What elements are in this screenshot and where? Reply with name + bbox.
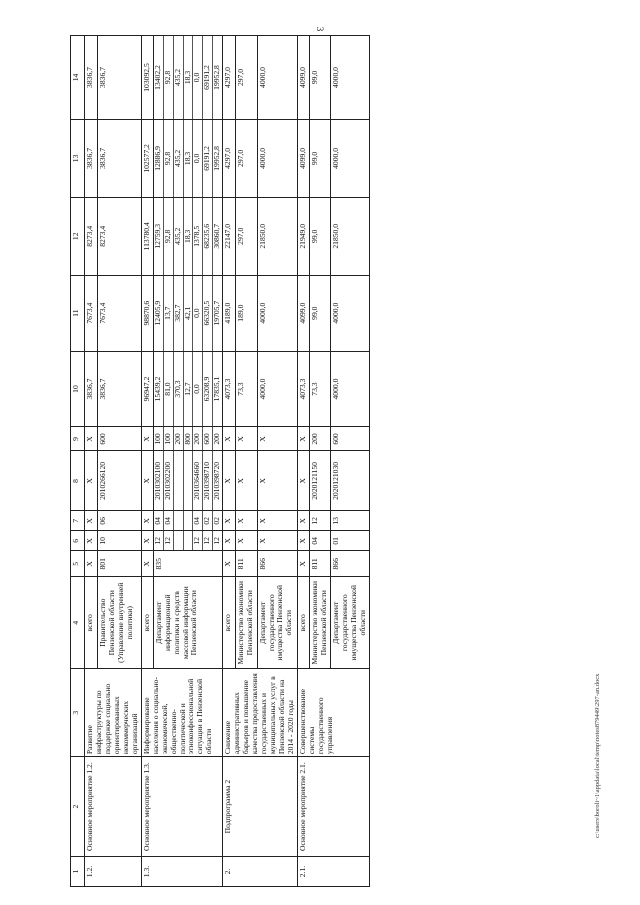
y5-cell: 4297,0 [223,36,235,120]
column-header: 7 [71,511,85,531]
y5-stack-cell [153,36,223,120]
csr-cell: 2010266120 [98,451,141,511]
rz-cell: X [235,531,257,551]
y1-cell: 73,3 [309,351,330,427]
rz-cell: X [257,531,297,551]
stack-value: 92,8 [163,120,173,197]
y4-cell: 4000,0 [257,119,297,197]
stack-value: 02 [212,511,222,530]
value-stack [154,120,223,197]
grbs-cell: 866 [257,551,297,577]
column-header: 11 [71,275,85,351]
stack-value: 66320,5 [202,276,212,351]
pr-cell: X [85,511,98,531]
stack-value: 18,3 [183,36,193,119]
csr-cell: 2020121030 [330,451,369,511]
stack-value: 68235,6 [202,198,212,275]
csr-cell: X [235,451,257,511]
table-row [297,36,309,887]
executor-cell: Департамент государственного имущества Пензенской области [330,577,369,669]
stack-value: 15439,2 [152,376,162,402]
y3-cell: 21850,0 [330,197,369,275]
column-header: 8 [71,451,85,511]
y2-stack-cell [153,275,223,351]
stack-value: 69191,2 [202,36,212,119]
grbs-cell: X [297,551,309,577]
stack-value: 13,7 [163,276,173,351]
rz-cell: X [85,531,98,551]
y3-cell: 8273,4 [85,197,98,275]
y5-cell: 4000,0 [257,36,297,120]
row-name: Подпрограмма 2 [223,757,298,857]
stack-value: 12405,9 [152,300,162,326]
y5-cell: 3836,7 [98,36,141,120]
rz-cell: X [223,531,235,551]
stack-value: 12 [202,531,212,550]
grbs-cell: 811 [235,551,257,577]
column-header: 2 [71,757,85,857]
pr-cell: X [297,511,309,531]
stack-value: 200 [192,427,202,450]
column-header: 9 [71,427,85,451]
y4-cell: 4099,0 [297,119,309,197]
pr-cell: X [257,511,297,531]
y4-cell: 102577,2 [141,119,153,197]
csr-cell: X [85,451,98,511]
y3-cell: 22147,0 [223,197,235,275]
rz-cell: X [297,531,309,551]
stack-value [183,511,193,530]
y4-cell: 4000,0 [330,119,369,197]
row-title: Информирование населения о социально-экономической, общественно-политической и этноконфессиональной ситуации в Пензенской области [141,669,223,757]
y3-cell: 21850,0 [257,197,297,275]
y4-stack-cell [153,119,223,197]
row-title: Развитие инфраструктуры по поддержке социально ориентированных некоммерческих организаций [85,669,142,757]
grbs-cell: X [223,551,235,577]
stack-value: 0,0 [192,276,202,351]
value-stack [154,511,223,530]
stack-value [173,531,183,550]
y1-cell: 4073,3 [223,351,235,427]
column-header: 4 [71,577,85,669]
stack-value [183,531,193,550]
column-header: 13 [71,119,85,197]
stack-value: 18,3 [183,120,193,197]
stack-value: 02 [202,511,212,530]
stack-value: 1378,5 [192,198,202,275]
rz-stack-cell [153,531,223,551]
pr-cell: X [235,511,257,531]
executor-cell: всего [85,577,98,669]
pr-cell: 12 [309,511,330,531]
executor-cell: Департамент государственного имущества Пензенской области [257,577,297,669]
y4-cell: 3836,7 [85,119,98,197]
value-stack [154,451,223,510]
pr-stack-cell [153,511,223,531]
y4-cell: 4297,0 [223,119,235,197]
stack-value: 435,2 [173,198,183,275]
row-num: 2. [223,857,298,887]
stack-value [183,451,193,510]
vr-cell: X [85,427,98,451]
executor-cell: всего [223,577,235,669]
stack-value: 63208,9 [202,352,212,427]
stack-value: 13402,2 [152,65,162,90]
stack-value: 12886,9 [152,146,162,171]
grbs-cell: 811 [309,551,330,577]
y5-cell: 99,0 [309,36,330,120]
y5-cell: 4099,0 [297,36,309,120]
y4-cell: 3836,7 [98,119,141,197]
vr-cell: X [141,427,153,451]
vr-cell: 200 [309,427,330,451]
header-row [71,36,85,887]
column-header: 1 [71,857,85,887]
executor-cell: всего [141,577,153,669]
value-stack [154,352,223,427]
executor-cell: Министерство экономики Пензенской области [235,577,257,669]
pr-cell: 13 [330,511,369,531]
y3-cell: 21949,0 [297,197,309,275]
y3-stack-cell [153,197,223,275]
y5-cell: 297,0 [235,36,257,120]
executor-cell: Министерство экономики Пензенской области [309,577,330,669]
vr-cell: 600 [330,427,369,451]
y1-cell: 3836,7 [98,351,141,427]
stack-value: 12 [163,531,173,550]
y1-cell: 4000,0 [330,351,369,427]
stack-value: 12,7 [183,352,193,427]
y2-cell: 189,0 [235,275,257,351]
y3-cell: 99,0 [309,197,330,275]
stack-value: 12759,3 [152,223,162,249]
pr-cell: X [223,511,235,531]
stack-value: 2010302100 [152,461,162,500]
y3-cell: 297,0 [235,197,257,275]
value-stack [154,427,223,450]
vr-cell: X [257,427,297,451]
stack-value: 17835,1 [212,352,222,427]
footer-file-path: c:\users\boroli~1\appdata\local\temp\notes879449\297-an.docx [594,673,601,838]
vr-cell: X [235,427,257,451]
stack-value: 92,8 [163,198,173,275]
y2-cell: 98870,6 [141,275,153,351]
y5-cell: 3836,7 [85,36,98,120]
y3-cell: 8273,4 [98,197,141,275]
stack-value: 04 [192,511,202,530]
y2-cell: 7673,4 [98,275,141,351]
csr-cell: X [223,451,235,511]
table-row [85,36,98,887]
row-title: Совершенствование системы государственного управления [297,669,369,757]
row-name: Основное мероприятие 1.3. [141,757,223,857]
stack-value: 800 [183,427,193,450]
stack-value: 2010398720 [212,451,222,510]
stack-value: 69191,2 [202,120,212,197]
executor-cell: Департамент информационной политики и средств массовой информации Пензенской области [153,577,223,669]
pr-cell: 06 [98,511,141,531]
rz-cell: X [141,531,153,551]
vr-cell: X [223,427,235,451]
stack-value: 200 [212,427,222,450]
y5-cell: 103092,5 [141,36,153,120]
stack-value: 19952,8 [212,36,222,119]
y1-cell: 96947,2 [141,351,153,427]
table-row [223,36,235,887]
stack-value: 0,0 [192,36,202,119]
table-body [71,36,370,887]
stack-value: 12 [192,531,202,550]
stack-value: 2010398710 [202,451,212,510]
y4-cell: 99,0 [309,119,330,197]
rz-cell: 04 [309,531,330,551]
y1-cell: 73,3 [235,351,257,427]
y2-cell: 4099,0 [297,275,309,351]
value-stack [154,198,223,275]
csr-cell: X [257,451,297,511]
grbs-cell: X [141,551,153,577]
y1-cell: 4073,3 [297,351,309,427]
executor-cell: Правительство Пензенской области (Управление внутренней политики) [98,577,141,669]
stack-value: 04 [163,511,173,530]
budget-table-container [70,35,582,887]
y2-cell: 99,0 [309,275,330,351]
column-header: 14 [71,36,85,120]
stack-value: 30860,7 [212,198,222,275]
y2-cell: 7673,4 [85,275,98,351]
stack-value: 100 [152,433,162,445]
stack-value: 04 [152,517,162,525]
y2-cell: 4000,0 [330,275,369,351]
column-header: 10 [71,351,85,427]
grbs-cell: 866 [330,551,369,577]
stack-value: 435,2 [173,120,183,197]
rz-cell: 01 [330,531,369,551]
stack-value: 2010364660 [192,451,202,510]
vr-stack-cell [153,427,223,451]
stack-value: 0,0 [192,120,202,197]
value-stack [154,276,223,351]
table-row [141,36,153,887]
vr-cell: 600 [98,427,141,451]
value-stack [154,531,223,550]
y1-cell: 4000,0 [257,351,297,427]
csr-cell: X [297,451,309,511]
stack-value: 435,2 [173,36,183,119]
stack-value: 200 [173,427,183,450]
vr-cell: X [297,427,309,451]
row-num: 2.1. [297,857,369,887]
csr-stack-cell [153,451,223,511]
page-number: 3 [315,26,325,32]
row-num: 1.3. [141,857,223,887]
column-header: 5 [71,551,85,577]
row-name: Основное мероприятие 1.2. [85,757,142,857]
stack-value: 100 [163,427,173,450]
stack-value: 12 [152,537,162,545]
stack-value: 12 [212,531,222,550]
stack-value [173,451,183,510]
stack-value: 0,0 [192,352,202,427]
column-header: 6 [71,531,85,551]
stack-value: 18,3 [183,198,193,275]
column-header: 12 [71,197,85,275]
y1-stack-cell [153,351,223,427]
y1-cell: 3836,7 [85,351,98,427]
stack-value: 19952,8 [212,120,222,197]
stack-value: 370,3 [173,352,183,427]
stack-value: 92,8 [163,36,173,119]
y2-cell: 4000,0 [257,275,297,351]
csr-cell: X [141,451,153,511]
grbs-cell: 835 [153,551,223,577]
stack-value [173,511,183,530]
row-title: Снижение административных барьеров и повышение качества предоставления государственных и муниципальных услуг в Пензенской области на 2014 - 2020 годы [223,669,298,757]
y4-cell: 297,0 [235,119,257,197]
budget-table [70,35,370,887]
row-num: 1.2. [85,857,142,887]
pr-cell: X [141,511,153,531]
executor-cell: всего [297,577,309,669]
csr-cell: 2020121150 [309,451,330,511]
stack-value: 19705,7 [212,276,222,351]
value-stack [154,36,223,119]
grbs-cell: X [85,551,98,577]
stack-value: 382,7 [173,276,183,351]
y5-cell: 4000,0 [330,36,369,120]
rz-cell: 10 [98,531,141,551]
stack-value: 42,1 [183,276,193,351]
stack-value: 2010302200 [163,451,173,510]
stack-value: 81,0 [163,352,173,427]
row-name: Основное мероприятие 2.1. [297,757,369,857]
stack-value: 600 [202,427,212,450]
y2-cell: 4189,0 [223,275,235,351]
column-header: 3 [71,669,85,757]
grbs-cell: 801 [98,551,141,577]
y3-cell: 113780,4 [141,197,153,275]
